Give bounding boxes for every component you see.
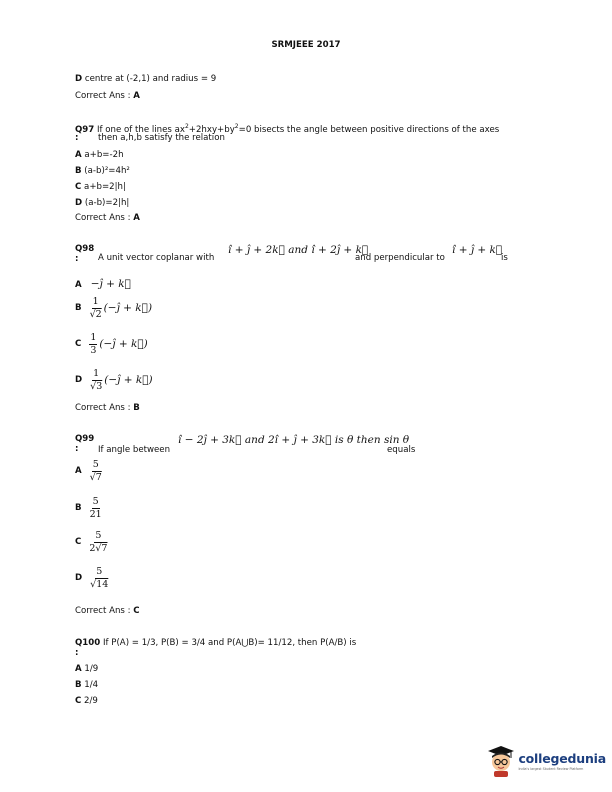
page-header: SRMJEEE 2017 — [271, 40, 341, 50]
q99-option-b — [75, 497, 102, 520]
denominator: 14 — [96, 578, 109, 590]
q99-expression: î − 2ĵ + 3k⃗ and 2î + ĵ + 3k⃗ is θ then sin θ — [178, 434, 410, 446]
q99-correct-answer — [75, 606, 140, 616]
q100-option-b — [75, 680, 98, 690]
collegedunia-logo — [487, 745, 606, 777]
option-letter: A — [75, 150, 82, 160]
option-letter: C — [75, 696, 82, 706]
question-number: Q98 — [75, 244, 95, 254]
option-text: 2/9 — [84, 696, 98, 706]
fraction: $\frac{5}{√14}$ — [90, 566, 109, 590]
q98-expression-1: î + ĵ + 2k⃗ and î + 2ĵ + k⃗ — [228, 244, 369, 256]
q98-correct-answer — [75, 403, 140, 413]
q98-text-c: is — [501, 253, 508, 263]
fraction: $\frac{1}{√3}$ — [90, 368, 103, 392]
denominator: 7 — [95, 471, 102, 483]
option-letter: C — [75, 537, 82, 548]
q98-expression-2: î + ĵ + k⃗ — [452, 244, 503, 256]
q98-option-c — [75, 333, 148, 356]
option-letter: C — [75, 339, 82, 350]
denominator: 7 — [101, 542, 108, 554]
numerator: 5 — [96, 566, 103, 577]
q97-option-b — [75, 166, 130, 176]
denominator: 21 — [89, 508, 102, 520]
option-text: (a-b)²=4h² — [84, 166, 130, 176]
option-letter: B — [75, 680, 82, 690]
answer-prefix: Correct Ans : — [75, 213, 131, 223]
question-number: Q100 — [75, 638, 101, 648]
numerator: 1 — [90, 332, 97, 343]
fraction: $\frac{5}{√7}$ — [89, 459, 102, 483]
q97-option-a — [75, 150, 124, 160]
option-text: 1/9 — [84, 664, 99, 674]
numerator: 1 — [93, 368, 100, 379]
option-letter: C — [75, 182, 82, 192]
option-letter: D — [75, 375, 83, 386]
denominator: 3 — [90, 344, 97, 356]
q97-text-1: If one of the lines ax — [97, 124, 185, 135]
q99-text-b: equals — [387, 445, 416, 455]
superscript: 2 — [234, 123, 239, 130]
option-letter: A — [75, 280, 82, 290]
student-mascot-icon — [487, 745, 515, 777]
fraction — [90, 497, 102, 520]
q98-option-d — [75, 369, 153, 392]
logo-tagline: India's largest Student Review Platform — [518, 767, 584, 771]
option-expression: −ĵ + k⃗ — [90, 278, 131, 290]
numerator: 5 — [95, 530, 102, 541]
denominator: 2 — [95, 308, 102, 320]
option-expression: (−ĵ + k⃗) — [99, 338, 148, 351]
question-number: Q99 — [75, 434, 95, 444]
option-expression: (−ĵ + k⃗) — [103, 302, 153, 315]
answer-value: A — [133, 91, 140, 101]
q97-correct-answer — [75, 213, 140, 223]
q98-text-b: and perpendicular to — [355, 253, 445, 263]
q97-option-d — [75, 198, 129, 208]
q99-text-a: If angle between — [98, 445, 171, 455]
option-text: 1/4 — [84, 680, 99, 690]
option-text: centre at (-2,1) and radius = 9 — [84, 74, 217, 84]
numerator: 5 — [92, 459, 99, 470]
q98-text-a: A unit vector coplanar with — [98, 253, 215, 263]
numerator: 5 — [92, 496, 99, 507]
q97-text-line2: then a,h,b satisfy the relation — [98, 133, 225, 143]
logo-name: collegedunia — [518, 751, 606, 766]
q98-option-b — [75, 297, 152, 320]
numerator: 1 — [92, 296, 99, 307]
option-letter: B — [75, 503, 82, 514]
question-number: Q97 — [75, 124, 95, 135]
prev-option-d — [75, 74, 216, 84]
q99-option-c — [75, 531, 107, 554]
fraction: $\frac{5}{2√7}$ — [89, 530, 108, 554]
fraction: $\frac{1}{√2}$ — [89, 296, 102, 320]
option-letter: D — [75, 198, 83, 208]
q100-option-a — [75, 664, 98, 674]
answer-prefix: Correct Ans : — [75, 403, 131, 413]
option-letter: D — [75, 74, 83, 84]
option-text: a+b=2|h| — [84, 182, 126, 192]
option-text: a+b=-2h — [84, 150, 124, 160]
q99-option-d — [75, 567, 108, 590]
q100-stem — [75, 638, 356, 648]
fraction — [89, 333, 97, 356]
prev-correct-answer — [75, 91, 140, 101]
q97-text-3: =0 bisects the angle between positive directions of the axes — [238, 124, 500, 135]
answer-value: B — [133, 403, 140, 413]
option-letter: A — [75, 466, 82, 477]
option-text: (a-b)=2|h| — [84, 198, 130, 208]
option-letter: B — [75, 166, 82, 176]
question-colon: : — [75, 133, 79, 143]
q100-option-c — [75, 696, 98, 706]
option-expression: (−ĵ + k⃗) — [104, 374, 153, 387]
question-colon: : — [75, 648, 79, 658]
q98-option-a — [75, 272, 131, 291]
coefficient: 2 — [89, 542, 96, 554]
option-letter: B — [75, 303, 82, 314]
answer-prefix: Correct Ans : — [75, 91, 131, 101]
q99-option-a — [75, 460, 102, 483]
q100-text: If P(A) = 1/3, P(B) = 3/4 and P(A⋃B)= 11/12, then P(A/B) is — [102, 638, 357, 648]
answer-value: C — [133, 606, 140, 616]
q97-option-c — [75, 182, 126, 192]
superscript: 2 — [184, 123, 189, 130]
answer-prefix: Correct Ans : — [75, 606, 131, 616]
question-colon: : — [75, 254, 79, 264]
question-colon: : — [75, 444, 79, 454]
denominator: 3 — [96, 380, 103, 392]
option-letter: A — [75, 664, 82, 674]
answer-value: A — [133, 213, 140, 223]
option-letter: D — [75, 573, 83, 584]
q97-text-2: +2hxy+by — [188, 124, 235, 135]
